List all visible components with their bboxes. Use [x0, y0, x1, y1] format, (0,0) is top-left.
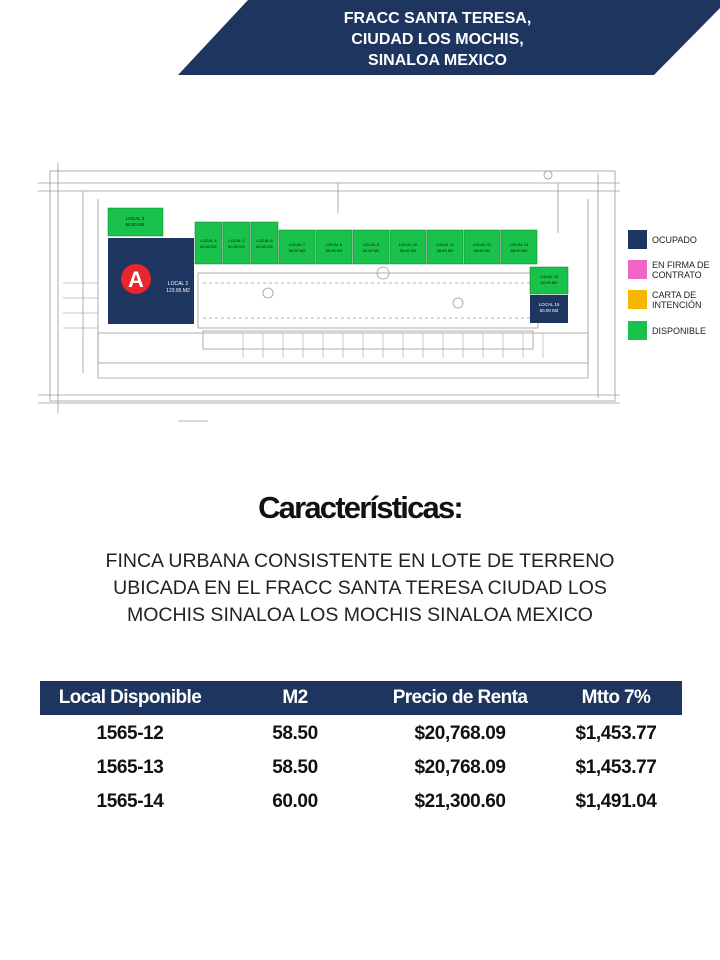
legend-label-en-firma: EN FIRMA DE CONTRATO	[652, 260, 710, 280]
legend-swatch-disponible	[628, 321, 647, 340]
site-plan	[38, 163, 620, 425]
local-2-area: 123.95 M2	[166, 288, 190, 294]
local-3-label: LOCAL 3	[125, 216, 145, 221]
legend-label-ocupado: OCUPADO	[652, 235, 697, 245]
cell-mtto: $1,453.77	[575, 723, 657, 744]
local-12	[464, 230, 500, 264]
local-14	[530, 267, 568, 294]
local-8	[316, 230, 352, 264]
cell-m2: 60.00	[272, 791, 318, 812]
column-header-local: Local Disponible	[58, 687, 202, 708]
local-11-area: 58.50 M2	[436, 248, 454, 253]
local-7-area: 58.50 M2	[288, 248, 306, 253]
cell-precio: $20,768.09	[414, 757, 506, 778]
section-heading: Características:	[258, 490, 462, 525]
local-5-label: LOCAL 5	[228, 238, 245, 243]
local-8-label: LOCAL 8	[325, 242, 343, 247]
local-6-area: 60.00 M2	[256, 244, 273, 249]
local-13-label: LOCAL 13	[509, 242, 529, 247]
description-line-3: MOCHIS SINALOA LOS MOCHIS SINALOA MEXICO	[127, 604, 593, 626]
local-12-area: 58.50 M2	[473, 248, 491, 253]
cell-local: 1565-14	[96, 791, 164, 812]
cell-mtto: $1,491.04	[575, 791, 657, 812]
local-4	[195, 222, 222, 264]
property-description	[70, 548, 650, 629]
local-7-label: LOCAL 7	[288, 242, 306, 247]
local-15	[530, 295, 568, 323]
cell-precio: $20,768.09	[414, 723, 506, 744]
local-15-area: 60.00 M2	[539, 308, 559, 313]
local-4-area: 60.00 M2	[200, 244, 217, 249]
cell-mtto: $1,453.77	[575, 757, 657, 778]
local-10	[390, 230, 426, 264]
local-4-label: LOCAL 4	[200, 238, 217, 243]
legend-label-carta: CARTA DE INTENCIÓN	[652, 290, 702, 310]
column-header-precio: Precio de Renta	[392, 687, 528, 708]
table-header	[40, 681, 682, 715]
local-2	[108, 238, 194, 324]
cell-local: 1565-13	[96, 757, 164, 778]
legend-swatch-ocupado	[628, 230, 647, 249]
local-13	[501, 230, 537, 264]
local-13-area: 58.50 M2	[510, 248, 528, 253]
legend-swatch-carta	[628, 290, 647, 309]
description-line-2: UBICADA EN EL FRACC SANTA TERESA CIUDAD LOS	[113, 577, 607, 599]
local-9-area: 58.50 M2	[362, 248, 380, 253]
local-15-label: LOCAL 15	[538, 302, 560, 307]
local-11	[427, 230, 463, 264]
cell-local: 1565-12	[96, 723, 164, 744]
header-title	[260, 8, 615, 71]
local-3	[108, 208, 163, 236]
cell-m2: 58.50	[272, 723, 318, 744]
local-2-label: LOCAL 2	[167, 281, 189, 287]
legend-swatch-en-firma	[628, 260, 647, 279]
local-8-area: 58.50 M2	[325, 248, 343, 253]
local-11-label: LOCAL 11	[435, 242, 455, 247]
table-row	[40, 751, 682, 785]
local-12-label: LOCAL 12	[472, 242, 492, 247]
header-line-1: FRACC SANTA TERESA,	[343, 10, 532, 27]
local-3-area: 60.00 M2	[125, 222, 145, 227]
header-line-3: SINALOA MEXICO	[368, 52, 507, 69]
local-10-label: LOCAL 10	[398, 242, 418, 247]
table-row	[40, 785, 682, 819]
local-5	[223, 222, 250, 264]
description-line-1: FINCA URBANA CONSISTENTE EN LOTE DE TERRENO	[105, 550, 615, 572]
cell-m2: 58.50	[272, 757, 318, 778]
local-9	[353, 230, 389, 264]
column-header-m2: M2	[282, 687, 308, 708]
local-10-area: 58.50 M2	[399, 248, 417, 253]
local-7	[279, 230, 315, 264]
local-14-label: LOCAL 14	[539, 274, 559, 279]
header-line-2: CIUDAD LOS MOCHIS,	[351, 31, 524, 48]
cell-precio: $21,300.60	[414, 791, 506, 812]
local-9-label: LOCAL 9	[362, 242, 380, 247]
local-6	[251, 222, 278, 264]
legend-label-disponible: DISPONIBLE	[652, 326, 707, 336]
anchor-tenant-logo-letter: A	[128, 267, 144, 292]
local-14-area: 60.00 M2	[540, 280, 558, 285]
table-row	[40, 717, 682, 751]
local-5-area: 60.00 M2	[228, 244, 245, 249]
local-6-label: LOCAL 6	[256, 238, 273, 243]
column-header-mtto: Mtto 7%	[581, 687, 651, 708]
